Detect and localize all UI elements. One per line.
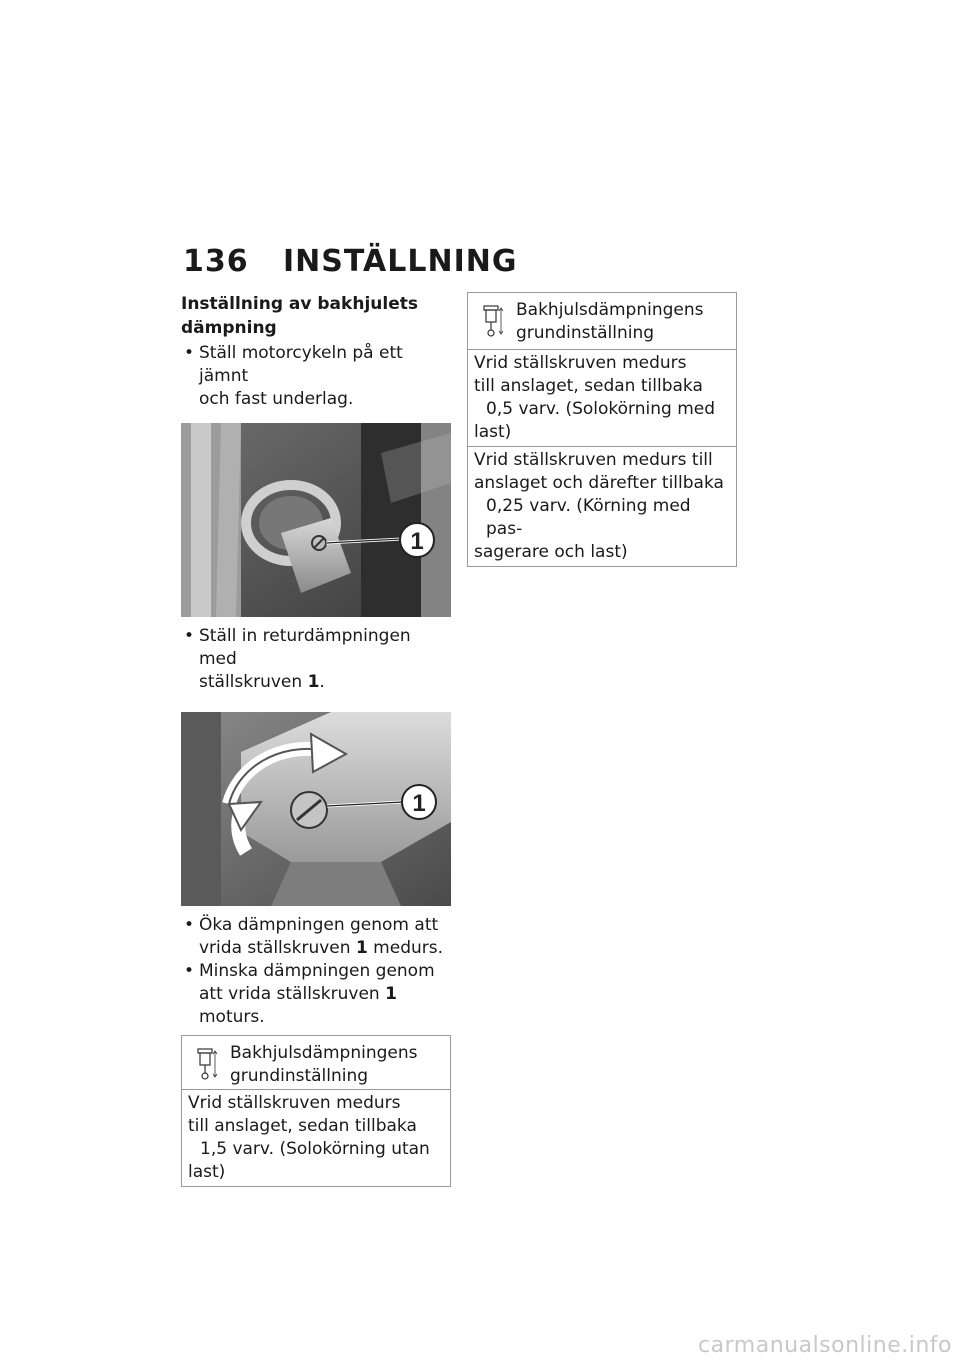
bullet-dot: • — [184, 915, 195, 935]
spec-table — [181, 1035, 451, 1187]
right-column — [467, 292, 737, 567]
spec-value-row: Vrid ställskruven medurs till anslaget, sedan tillbaka 1,5 varv. (Solokörning utan last) — [188, 1093, 430, 1182]
spec-table-header — [182, 1036, 450, 1090]
spec-table-header — [468, 293, 736, 350]
adjuster-screw-photo — [181, 712, 451, 906]
left-column — [181, 292, 451, 1187]
reference-number: 1 — [355, 938, 368, 958]
watermark: carmanualsonline.info — [698, 1333, 952, 1358]
spec-value-row: Vrid ställskruven medurs till anslaget, sedan tillbaka 0,5 varv. (Solokörning med last) — [474, 353, 716, 442]
spec-label: Bakhjulsdämpningens grundinställning — [516, 300, 704, 343]
section-title: INSTÄLLNING — [283, 244, 518, 279]
bullet-dot: • — [184, 343, 195, 363]
photo-callout-1: 1 — [412, 790, 426, 817]
spec-label: Bakhjulsdämpningens grundinställning — [230, 1043, 418, 1086]
photo-callout-1: 1 — [410, 528, 424, 555]
instruction-bullet: • Öka dämpningen genom att vrida ställskruven 1 medurs. — [184, 915, 444, 958]
page-header — [183, 244, 517, 279]
page-number: 136 — [183, 244, 249, 279]
subsection-title: Inställning av bakhjulets dämpning — [181, 294, 418, 338]
reference-number: 1 — [307, 672, 320, 692]
instruction-bullet: • Ställ motorcykeln på ett jämnt och fast underlag. — [184, 343, 403, 409]
bullet-dot: • — [184, 961, 195, 981]
spec-table — [467, 292, 737, 567]
shock-absorber-photo — [181, 423, 451, 617]
instruction-bullet: • Minska dämpningen genom att vrida ställskruven 1 moturs. — [184, 961, 435, 1027]
suspension-strut-icon — [196, 1048, 218, 1080]
spec-value-row: Vrid ställskruven medurs till anslaget och därefter tillbaka 0,25 varv. (Körning med pas- sagerare och last) — [468, 446, 736, 566]
reference-number: 1 — [385, 984, 397, 1004]
bullet-dot: • — [184, 626, 195, 646]
instruction-bullet: • Ställ in returdämpningen med ställskruven 1. — [184, 626, 411, 692]
suspension-strut-icon — [482, 305, 504, 337]
